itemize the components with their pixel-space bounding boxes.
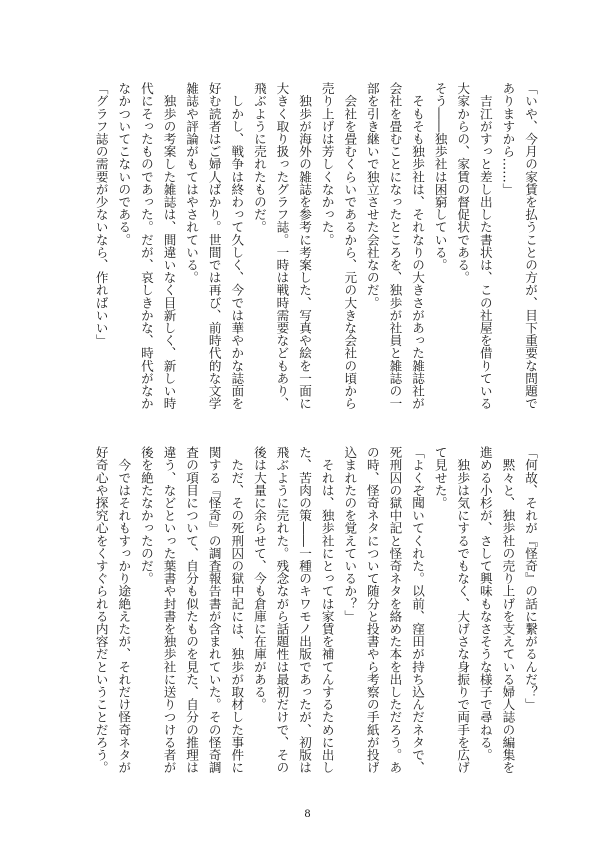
text-line: 「よくぞ聞いてくれた。以前、窪田が持ち込んだネタで、	[410, 446, 426, 774]
text-line: 進める小杉が、さして興味もなさそうな様子で尋ねる。	[477, 446, 493, 761]
text-line: 好む読者はご婦人ばかり。世間では再び、前時代的な文学	[206, 82, 222, 410]
text-line: の時、怪奇ネタについて随分と投書やら考察の手紙が投げ	[364, 446, 380, 774]
text-line: 「いや、今月の家賃を払うことの方が、目下重要な問題で	[523, 82, 538, 410]
text-line: 会社を畳むことになったところを、独歩が社員と雑誌の一	[387, 82, 403, 410]
text-line: 込まれたのを覚えているか？」	[342, 446, 358, 623]
text-line: 売り上げは芳しくなかった。	[319, 82, 335, 246]
page-number: 8	[304, 806, 311, 820]
text-line: 独歩が海外の雑誌を参考に考案した、写真や絵を一面に	[297, 82, 313, 410]
text-line: た、苦肉の策――一種のキワモノ出版であったが、初版は	[297, 446, 313, 774]
text-line: 大きく取り扱ったグラフ誌。一時は戦時需要などもあり、	[274, 82, 290, 410]
text-line: 大家からの、家賃の督促状である。	[455, 82, 471, 284]
text-line: 違う、などといった葉書や封書を独歩社に送りつける者が	[161, 446, 177, 774]
text-line: 黙々と、独歩社の売り上げを支えている婦人誌の編集を	[500, 446, 516, 774]
text-line: 今ではそれもすっかり途絶えたが、それだけ怪奇ネタが	[116, 446, 132, 774]
text-line: 「グラフ誌の需要が少ないなら、作ればいい」	[93, 82, 109, 347]
text-line: 雑誌や評論がもてはやされている。	[184, 82, 200, 284]
text-line: ありますから……」	[500, 82, 516, 196]
text-line: 吉江がすっと差し出した書状は、この社屋を借りている	[477, 82, 493, 410]
text-line: 死刑囚の獄中記と怪奇ネタを絡めた本を出しただろう。あ	[387, 446, 403, 774]
text-line: 部を引き継いで独立させた会社なのだ。	[364, 82, 380, 309]
text-line: 飛ぶように売れた。残念ながら話題性は最初だけで、その	[274, 446, 290, 774]
text-line: 査の項目について、自分も似たものを見た、自分の推理は	[184, 446, 200, 774]
text-line: 「何故、それが『怪奇』の話に繋がるんだ？」	[523, 446, 538, 711]
text-line: 独歩は気にするでもなく、大げさな身振りで両手を広げ	[455, 446, 471, 774]
text-line: そう――独歩社は困窮している。	[432, 82, 448, 271]
text-line: て見せた。	[432, 446, 448, 509]
text-line: 関する『怪奇』の調査報告書が含まれていた。その怪奇調	[206, 446, 222, 774]
text-line: 後を絶たなかったのだ。	[138, 446, 154, 585]
text-line: そもそも独歩社は、それなりの大きさがあった雑誌社が	[410, 82, 426, 410]
text-line: それは、独歩社にとっては家賃を補てんするために出し	[319, 446, 335, 774]
text-line: なかついてこないのである。	[116, 82, 132, 246]
text-block-upper	[89, 82, 541, 418]
text-block-lower	[89, 446, 541, 782]
text-line: 独歩の考案した雑誌は、間違いなく目新しく、新しい時	[161, 82, 177, 410]
text-line: 代にそったものであった。だが、哀しきかな、時代がなか	[138, 82, 154, 410]
text-line: 飛ぶように売れたものだ。	[251, 82, 267, 234]
text-line: 会社を畳むくらいであるから、元の大きな会社の頃から	[342, 82, 358, 410]
text-line: ただ、その死刑囚の獄中記には、独歩が取材した事件に	[229, 446, 245, 774]
text-line: しかし、戦争は終わって久しく、今では華やかな誌面を	[229, 82, 245, 410]
text-line: 好奇心や探究心をくすぐられる内容だということだろう。	[93, 446, 109, 774]
text-line: 後は大量に余らせて、今も倉庫に在庫がある。	[251, 446, 267, 711]
